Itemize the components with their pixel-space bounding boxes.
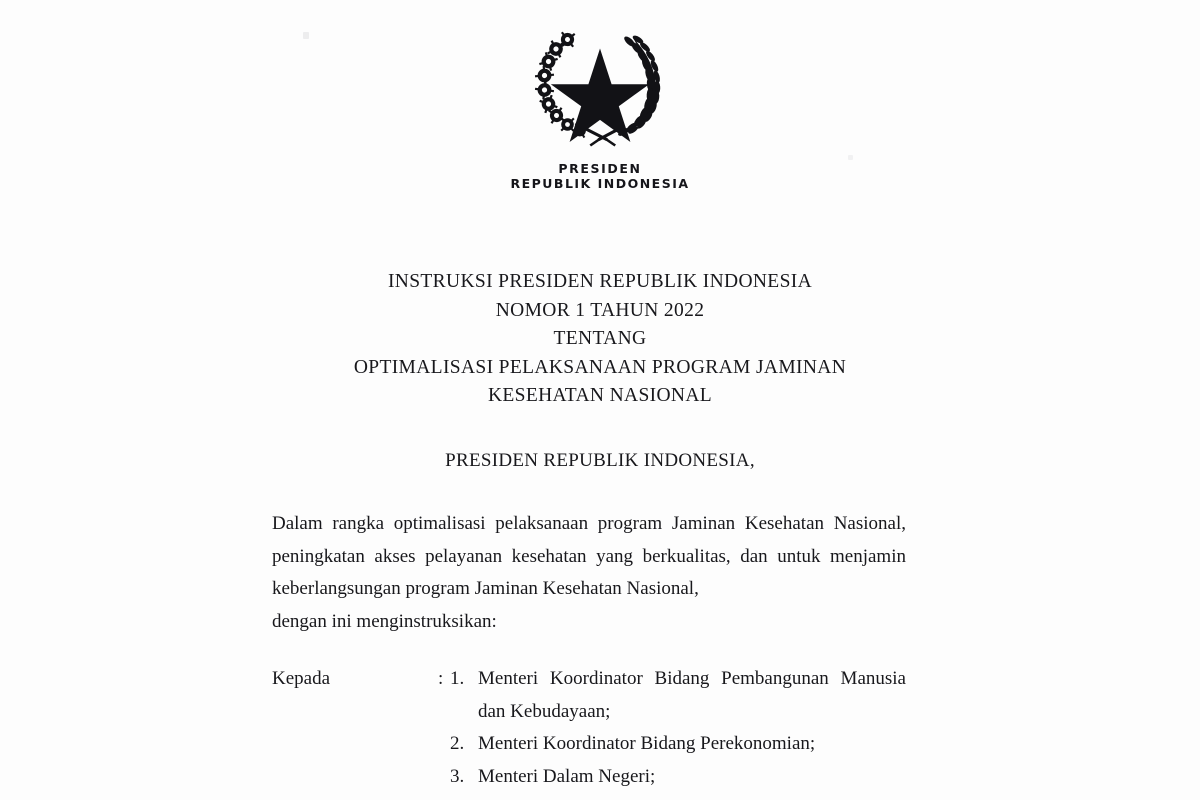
addressee-colon: : <box>438 668 444 689</box>
addressee-block <box>272 663 906 793</box>
list-item-number: 3. <box>450 765 465 787</box>
list-item-text: Menteri Koordinator Bidang Pembangunan Manusia dan Kebudayaan; <box>478 668 906 722</box>
list-item <box>450 761 906 794</box>
preamble-paragraph <box>272 508 906 638</box>
list-item <box>450 663 906 728</box>
addressee-label: Kepada <box>272 668 331 689</box>
emblem-block <box>0 26 1200 191</box>
indonesian-presidential-emblem-icon <box>520 26 680 150</box>
list-item-number: 1. <box>450 668 465 689</box>
emblem-caption <box>0 161 1200 191</box>
title-line-subject-1: OPTIMALISASI PELAKSANAAN PROGRAM JAMINAN <box>353 356 847 378</box>
document-title-block <box>0 268 1200 411</box>
list-item-number: 2. <box>450 733 465 754</box>
list-item <box>450 728 906 761</box>
list-item-text: Menteri Koordinator Bidang Perekonomian; <box>478 733 816 754</box>
title-line-about: TENTANG <box>553 328 647 349</box>
addressee-row <box>272 663 906 793</box>
title-line-number: NOMOR 1 TAHUN 2022 <box>495 299 705 321</box>
title-line-subject-2: KESEHATAN NASIONAL <box>487 385 713 406</box>
addressee-list <box>450 663 906 793</box>
list-item-text: Menteri Dalam Negeri; <box>478 765 656 787</box>
preamble-body: Dalam rangka optimalisasi pelaksanaan program Jaminan Kesehatan Nasional, peningkatan akses pelayanan kesehatan yang berkualitas, dan untuk menjamin keberlangsungan program Jaminan Kesehatan Nasional, <box>272 513 906 599</box>
preamble-closing: dengan ini menginstruksikan: <box>272 610 497 632</box>
authority-line: PRESIDEN REPUBLIK INDONESIA, <box>445 450 755 471</box>
emblem-caption-line-2: REPUBLIK INDONESIA <box>510 176 690 191</box>
title-line-instruction: INSTRUKSI PRESIDEN REPUBLIK INDONESIA <box>387 271 813 292</box>
emblem-caption-line-1: PRESIDEN <box>558 161 642 176</box>
